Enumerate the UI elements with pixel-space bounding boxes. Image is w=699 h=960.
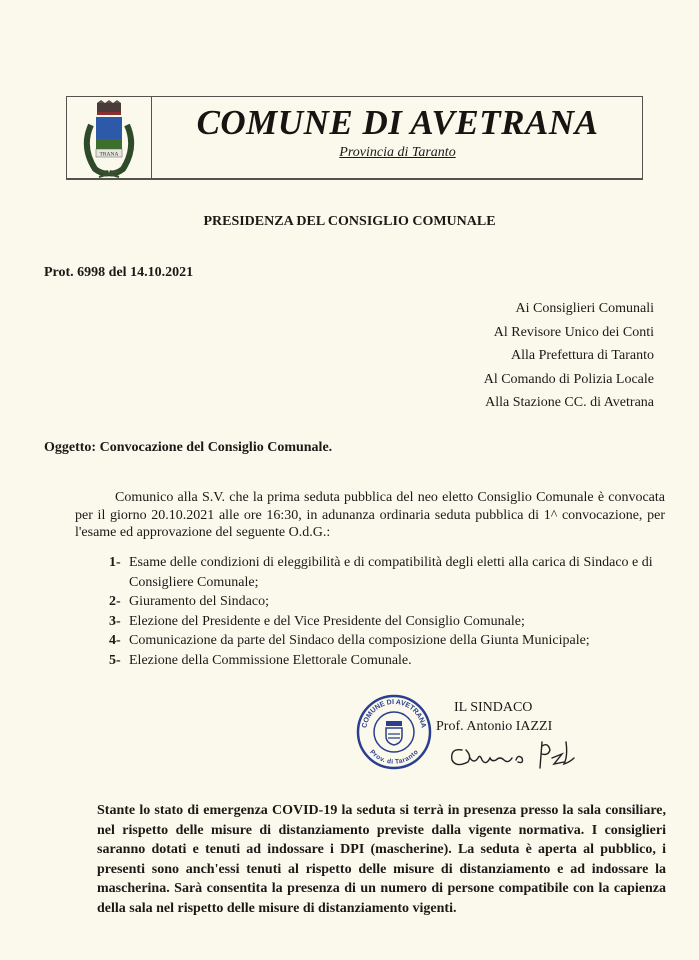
recipient: Al Revisore Unico dei Conti [493, 324, 654, 340]
agenda-text: Comunicazione da parte del Sindaco della composizione della Giunta Municipale; [129, 633, 590, 648]
agenda-text: Elezione del Presidente e del Vice Presidente del Consiglio Comunale; [129, 613, 525, 629]
official-stamp-icon [356, 694, 432, 770]
signatory-block [436, 698, 552, 736]
crest-label: TRANA [99, 151, 119, 158]
agenda-text: Giuramento del Sindaco; [129, 594, 269, 609]
covid-notice: Stante lo stato di emergenza COVID-19 la seduta si terrà in presenza presso la sala consiliare, nel rispetto delle misure di distanziamento previste dalla vigente normativa. I consiglieri saranno dotati e tenuti ad indossare i DPI (mascherine). La seduta è aperta al pubblico, i presenti sono anch'essi tenuti al rispetto delle misure di distanziamento e ad indossare la mascherina. Sarà consentita la presenza di un numero di persone compatibile con la capienza della sala nel rispetto delle misure di distanziamento vigenti. [97, 803, 666, 916]
crest-cell [67, 97, 152, 178]
province-subtitle: Provincia di Taranto [339, 145, 456, 160]
agenda-list [109, 553, 669, 670]
agenda-number: 3- [109, 613, 121, 629]
signatory-role: IL SINDACO [454, 700, 533, 715]
agenda-item [109, 592, 669, 612]
agenda-number: 5- [109, 652, 121, 668]
agenda-text: Elezione della Commissione Elettorale Comunale. [129, 652, 412, 668]
stamp-top-text: COMUNE DI AVETRANA [361, 698, 427, 729]
office-heading: PRESIDENZA DEL CONSIGLIO COMUNALE [203, 214, 496, 229]
agenda-text: Esame delle condizioni di eleggibilità e di compatibilità degli eletti alla carica di Sindaco e di Consigliere Comunale; [129, 555, 653, 590]
recipient: Al Comando di Polizia Locale [483, 371, 654, 387]
municipality-title: COMUNE DI AVETRANA [196, 103, 599, 142]
agenda-item [109, 612, 669, 632]
recipient: Ai Consiglieri Comunali [515, 301, 654, 316]
agenda-item [109, 553, 669, 592]
convocation-paragraph: Comunico alla S.V. che la prima seduta pubblica del neo eletto Consiglio Comunale è convocata per il giorno 20.10.2021 alle ore 16:30, in adunanza ordinaria seduta pubblica di 1^ convocazione, per l'esame ed approvazione del seguente O.d.G.: [75, 490, 665, 540]
agenda-item [109, 631, 669, 651]
recipients-list [484, 297, 654, 415]
recipient: Alla Stazione CC. di Avetrana [485, 395, 654, 410]
agenda-number: 1- [109, 555, 121, 570]
signatory-name: Prof. Antonio IAZZI [436, 719, 553, 734]
coat-of-arms-icon [77, 99, 141, 179]
recipient: Alla Prefettura di Taranto [511, 348, 654, 363]
handwritten-signature-icon [446, 736, 586, 772]
stamp-bottom-text: Prov. di Taranto [368, 748, 420, 766]
protocol-number: Prot. 6998 del 14.10.2021 [44, 265, 194, 280]
agenda-item [109, 651, 669, 671]
subject-line: Oggetto: Convocazione del Consiglio Comunale. [44, 440, 333, 455]
agenda-number: 2- [109, 594, 121, 609]
letterhead [66, 96, 643, 180]
agenda-number: 4- [109, 633, 121, 648]
